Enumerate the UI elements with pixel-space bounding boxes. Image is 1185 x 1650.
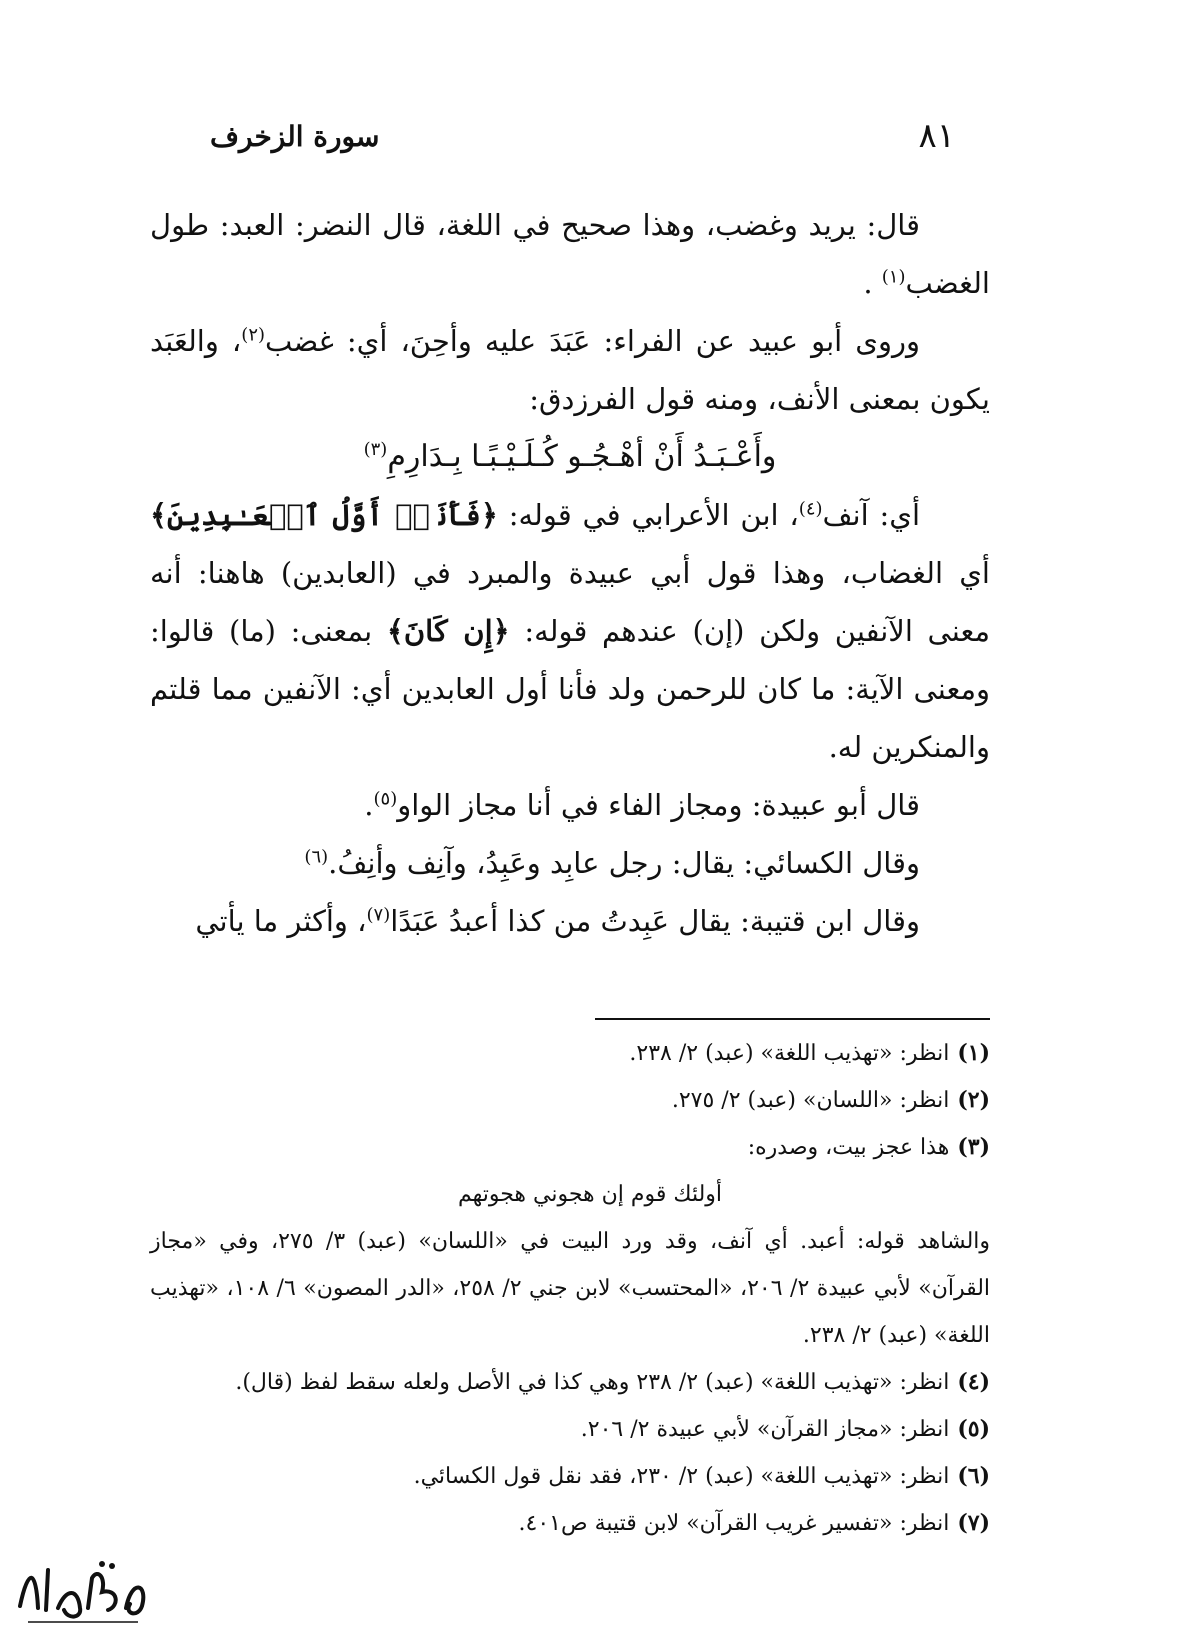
- calligraphy-logo-icon: [8, 1548, 158, 1638]
- poetry-verse: [150, 428, 990, 486]
- footnotes: [150, 1030, 990, 1547]
- surah-title: سورة الزخرف: [210, 119, 380, 153]
- footnote-3-continuation: والشاهد قوله: أعبد. أي آنف، وقد ورد البيت في «اللسان» (عبد) ٣/ ٢٧٥، وفي «مجاز القرآن» لأبي عبيدة ٢/ ٢٠٦، «المحتسب» لابن جني ٢/ ٢٥٨، «الدر المصون» ٦/ ١٠٨، «تهذيب اللغة» (عبد) ٢/ ٢٣٨.: [150, 1229, 991, 1348]
- paragraph-3-text-d: بمعنى: (ما) قالوا: ومعنى الآية: ما كان للرحمن ولد فأنا أول العابدين أي: الآنفين مما قلتم والمنكرين له.: [150, 614, 990, 764]
- quran-quote-2: ﴿إِن كَانَ﴾: [386, 614, 510, 648]
- footnote-2: [150, 1077, 990, 1124]
- footnote-5-text: انظر: «مجاز القرآن» لأبي عبيدة ٢/ ٢٠٦.: [580, 1417, 950, 1442]
- footnote-1: [150, 1030, 990, 1077]
- paragraph-4-text: قال أبو عبيدة: ومجاز الفاء في أنا مجاز الواو: [397, 788, 920, 822]
- main-text: [150, 196, 990, 950]
- quran-quote-1: ﴿فَأَنَا۠ أَوَّلُ ٱلۡعَـٰبِدِينَ﴾: [150, 498, 498, 532]
- footnote-ref-6: (٦): [304, 846, 329, 868]
- footnote-4-number: (٤): [957, 1369, 990, 1395]
- footnote-ref-7: (٧): [366, 904, 391, 926]
- paragraph-1: [150, 196, 990, 312]
- paragraph-2-text-a: وروى أبو عبيد عن الفراء: عَبَدَ عليه وأحِنَ، أي: غضب: [265, 324, 920, 358]
- footnote-ref-4: (٤): [798, 498, 823, 520]
- footnote-3: [150, 1124, 990, 1171]
- footnote-2-number: (٢): [957, 1087, 990, 1113]
- paragraph-6-text-b: ، وأكثر ما يأتي: [195, 904, 367, 938]
- paragraph-3-text-c: أي الغضاب، وهذا قول أبي عبيدة والمبرد في (العابدين) هاهنا: أنه معنى الآنفين ولكن (إن) عندهم قوله:: [150, 556, 991, 648]
- footnote-7: [150, 1500, 990, 1547]
- footnote-5: [150, 1406, 990, 1453]
- footnote-ref-1: (١): [881, 266, 906, 288]
- footnote-3-verse: أولئك قوم إن هجوني هجوتهم: [457, 1182, 723, 1207]
- page-number: ٨١: [918, 116, 955, 156]
- paragraph-1-text: قال: يريد وغضب، وهذا صحيح في اللغة، قال النضر: العبد: طول الغضب: [150, 208, 990, 300]
- footnote-1-number: (١): [957, 1040, 990, 1066]
- footnote-ref-2: (٢): [241, 324, 266, 346]
- footnote-4-text: انظر: «تهذيب اللغة» (عبد) ٢/ ٢٣٨ وهي كذا في الأصل ولعله سقط لفظ (قال).: [235, 1370, 950, 1395]
- paragraph-3: [150, 486, 990, 776]
- paragraph-2: [150, 312, 990, 428]
- paragraph-1-end: .: [863, 266, 882, 300]
- footnote-6-text: انظر: «تهذيب اللغة» (عبد) ٢/ ٢٣٠، فقد نقل قول الكسائي.: [413, 1464, 950, 1489]
- footnote-ref-5: (٥): [373, 788, 398, 810]
- paragraph-5-text: وقال الكسائي: يقال: رجل عابِد وعَبِدُ، وآنِف وأنِفُ.: [328, 846, 920, 880]
- footnote-6-number: (٦): [957, 1463, 990, 1489]
- paragraph-3-text-b: ، ابن الأعرابي في قوله:: [497, 498, 799, 532]
- footnote-6: [150, 1453, 990, 1500]
- footnote-2-text: انظر: «اللسان» (عبد) ٢/ ٢٧٥.: [671, 1088, 950, 1113]
- footnote-ref-3: (٣): [363, 439, 388, 460]
- paragraph-4: [150, 776, 990, 834]
- paragraph-6-text-a: وقال ابن قتيبة: يقال عَبِدتُ من كذا أعبدُ عَبَدًا: [390, 904, 920, 938]
- paragraph-2-text-b: ، والعَبَد يكون بمعنى الأنف، ومنه قول الفرزدق:: [150, 324, 990, 416]
- footnote-divider: [595, 1018, 990, 1020]
- footnote-3-text: هذا عجز بيت، وصدره:: [747, 1135, 950, 1160]
- footnote-4: [150, 1359, 990, 1406]
- footnote-1-text: انظر: «تهذيب اللغة» (عبد) ٢/ ٢٣٨.: [629, 1041, 950, 1066]
- poetry-verse-text: وأَعْـبَـدُ أَنْ أهْـجُـو كُـلَـيْـبًـا بِـدَارِمِ: [387, 439, 777, 474]
- footnote-7-text: انظر: «تفسير غريب القرآن» لابن قتيبة ص٤٠١.: [518, 1511, 950, 1536]
- paragraph-5: [150, 834, 990, 892]
- footnote-5-number: (٥): [957, 1416, 990, 1442]
- paragraph-6: [150, 892, 990, 950]
- footnote-7-number: (٧): [957, 1510, 990, 1536]
- paragraph-4-end: .: [364, 788, 374, 822]
- paragraph-3-text-a: أي: آنف: [822, 498, 921, 532]
- footnote-3-number: (٣): [957, 1134, 990, 1160]
- page-header: [210, 112, 955, 160]
